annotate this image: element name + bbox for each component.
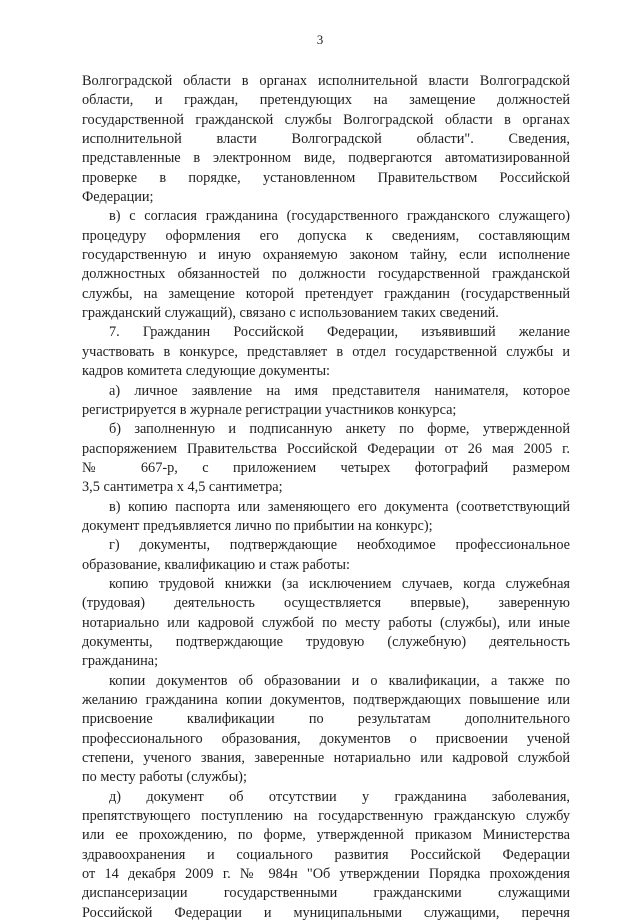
text-line: документ предъявляется лично по прибытии на конкурс); [82, 517, 433, 534]
text-line: процедуру оформления его допуска к сведениям, составляющим [82, 227, 570, 244]
text-line: государственной гражданской службы Волгоградской области в органах [82, 111, 570, 128]
text-line: препятствующего поступлению на государственную гражданскую службу [82, 808, 570, 825]
text-line: в) с согласия гражданина (государственного гражданского служащего) [109, 208, 570, 225]
page-number: 3 [316, 32, 324, 47]
text-line: должностных обязанностей по должности государственной гражданской [82, 266, 570, 283]
text-line: г) документы, подтверждающие необходимое профессиональное [109, 537, 570, 554]
text-line: профессионального образования, документов о присвоении ученой [82, 730, 570, 747]
text-line: а) личное заявление на имя представителя нанимателя, которое [109, 382, 570, 399]
text-line: нотариально или кадровой службой по месту работы (службы), или иные [82, 614, 570, 631]
text-line: образование, квалификацию и стаж работы: [82, 556, 350, 573]
text-line: государственную и иную охраняемую законом тайну, если исполнение [82, 247, 570, 264]
text-line: желанию гражданина копии документов, подтверждающих повышение или [82, 692, 570, 708]
text-line: кадров комитета следующие документы: [82, 363, 331, 380]
text-line: д) документ об отсутствии у гражданина заболевания, [109, 788, 570, 805]
text-line: степени, ученого звания, заверенные нотариально или кадровой службой [82, 750, 570, 767]
text-line: от 14 декабря 2009 г. № 984н "Об утверждении Порядка прохождения [82, 866, 570, 883]
text-line: службы, на замещение которой претендует гражданин (государственный [82, 285, 570, 302]
text-line: распоряжением Правительства Российской Федерации от 26 мая 2005 г. [82, 440, 570, 457]
text-line: Федерации; [82, 189, 154, 206]
text-line: документы, подтверждающие трудовую (служебную) деятельность [82, 633, 570, 650]
text-line: диспансеризации государственными гражданскими служащими [82, 885, 570, 902]
text-line: копии документов об образовании и о квалификации, а также по [109, 672, 570, 689]
text-line: (трудовая) деятельность осуществляется впервые), заверенную [82, 595, 570, 612]
text-line: или ее прохождению, по форме, утвержденной приказом Министерства [82, 827, 570, 844]
text-line: № 667-р, с приложением четырех фотографий размером [82, 459, 570, 476]
text-line: участвовать в конкурсе, представляет в отдел государственной службы и [82, 343, 570, 360]
document-body [82, 72, 570, 923]
text-line: Волгоградской области в органах исполнительной власти Волгоградской [82, 73, 570, 89]
text-line: гражданский служащий), связано с использованием таких сведений. [82, 305, 499, 322]
text-line: области, и граждан, претендующих на замещение должностей [82, 92, 570, 109]
text-line: присвоение квалификации по результатам дополнительного [82, 711, 570, 728]
text-line: регистрируется в журнале регистрации участников конкурса; [82, 401, 457, 418]
text-line: представленные в электронном виде, подвергаются автоматизированной [82, 150, 570, 167]
text-line: б) заполненную и подписанную анкету по форме, утвержденной [109, 421, 570, 438]
text-line: здравоохранения и социального развития Российской Федерации [82, 846, 570, 863]
text-line: в) копию паспорта или заменяющего его документа (соответствующий [109, 498, 570, 515]
text-line: гражданина; [82, 653, 159, 670]
text-line: по месту работы (службы); [82, 769, 247, 786]
text-line: проверке в порядке, установленном Правительством Российской [82, 169, 570, 186]
text-line: 3,5 сантиметра х 4,5 сантиметра; [82, 479, 283, 496]
text-line: Российской Федерации и муниципальными служащими, перечня [82, 904, 570, 921]
text-line: копию трудовой книжки (за исключением случаев, когда служебная [109, 575, 570, 592]
text-line: 7. Гражданин Российской Федерации, изъявивший желание [109, 324, 570, 341]
text-line: исполнительной власти Волгоградской области". Сведения, [82, 131, 570, 148]
